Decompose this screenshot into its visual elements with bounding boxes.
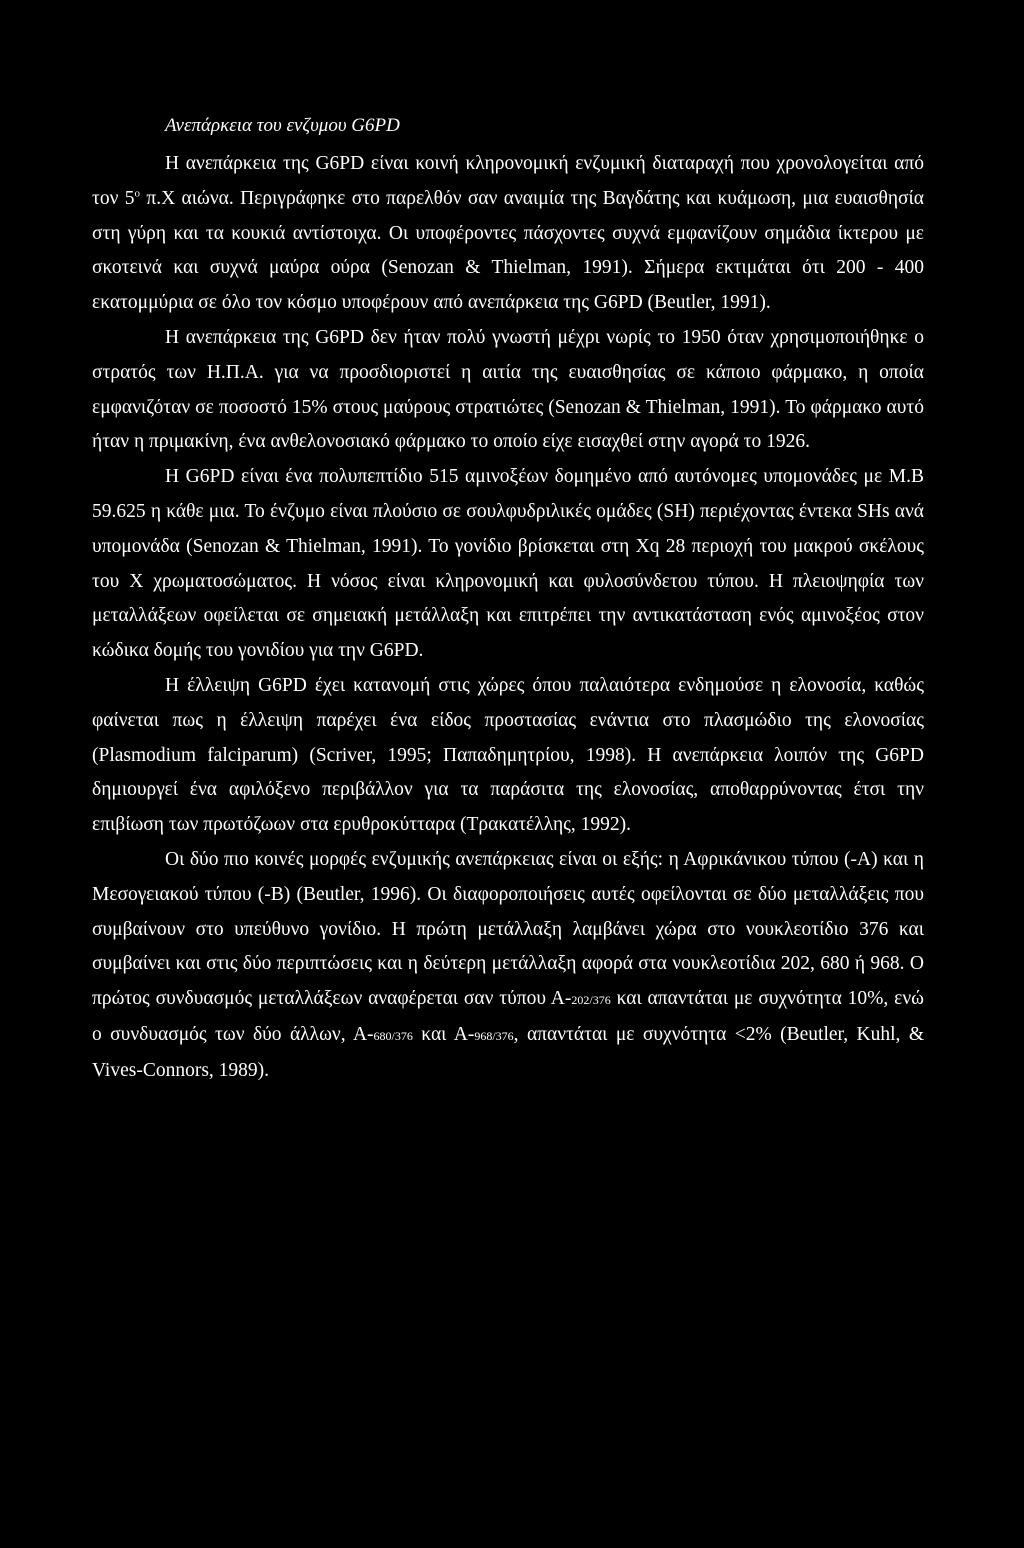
paragraph-5-text-b: και απαντάται με συχνότητα 10%, ενώ ο συνδυασμός των δύο άλλων, Α- <box>92 988 924 1045</box>
paragraph-1-text-b: π.Χ αιώνα. Περιγράφηκε στο παρελθόν σαν αναιμία της Βαγδάτης και κυάμωση, μια ευαισθησία στη γύρη και τα κουκιά αντίστοιχα. Οι υποφέροντες πάσχοντες συχνά εμφανίζουν σημάδια ίκτερου με σκοτεινά και συχνά μαύρα ούρα (Senozan & Thielman, 1991). Σήμερα εκτιμάται ότι 200 - 400 εκατομμύρια σε όλο τον κόσμο υποφέρουν από ανεπάρκεια της G6PD (Beutler, 1991). <box>92 187 924 314</box>
paragraph-5-text-c: και Α- <box>412 1023 475 1045</box>
paragraph-3: Η G6PD είναι ένα πολυπεπτίδιο 515 αμινοξέων δομημένο από αυτόνομες υπομονάδες με Μ.Β 59.625 η κάθε μια. Το ένζυμο είναι πλούσιο σε σουλφυδριλικές ομάδες (SH) περιέχοντας έντεκα SHs ανά υπομονάδα (Senozan & Thielman, 1991). Το γονίδιο βρίσκεται στη Xq 28 περιοχή του μακρού σκέλους του Χ χρωματοσώματος. Η νόσος είναι κληρονομική και φυλοσύνδετου τύπου. Η πλειοψηφία των μεταλλάξεων οφείλεται σε σημειακή μετάλλαξη και επιτρέπει την αντικατάσταση ενός αμινοξέος στον κώδικα δομής του γονιδίου για την G6PD. <box>92 466 924 662</box>
paragraph-4: Η έλλειψη G6PD έχει κατανομή στις χώρες όπου παλαιότερα ενδημούσε η ελονοσία, καθώς φαίνεται πως η έλλειψη παρέχει ένα είδος προστασίας ενάντια στο πλασμώδιο της ελονοσίας (Plasmodium falciparum) (Scriver, 1995; Παπαδημητρίου, 1998). Η ανεπάρκεια λοιπόν της G6PD δημιουργεί ένα αφιλόξενο περιβάλλον για τα παράσιτα της ελονοσίας, αποθαρρύνοντας έτσι την επιβίωση των πρωτόζωων στα ερυθροκύτταρα (Τρακατέλλης, 1992). <box>92 674 924 836</box>
paragraph-5-text-d: , απαντάται με συχνότητα <2% (Beutler, Kuhl, & Vives-Connors, 1989). <box>92 1023 925 1081</box>
paragraph-5 <box>92 843 924 1089</box>
paragraph-5-text-a: Οι δύο πιο κοινές μορφές ενζυμικής ανεπάρκειας είναι οι εξής: η Αφρικάνικου τύπου (-Α) και η Μεσογειακού τύπου (-Β) (Beutler, 1996). Οι διαφοροποιήσεις αυτές οφείλονται σε δύο μεταλλάξεις που συμβαίνουν στο υπεύθυνο γονίδιο. Η πρώτη μετάλλαξη λαμβάνει χώρα στο νουκλεοτίδιο 376 και συμβαίνει και στις δύο περιπτώσεις και η δεύτερη μετάλλαξη αφορά στα νουκλεοτίδια 202, 680 ή 968. Ο πρώτος συνδυασμός μεταλλάξεων αναφέρεται σαν τύπου Α- <box>92 848 924 1010</box>
document-page <box>92 109 924 1089</box>
paragraph-1-text-a: Η ανεπάρκεια της G6PD είναι κοινή κληρονομική ενζυμική διαταραχή που χρονολογείται από τον 5 <box>92 153 924 209</box>
subscript-968-376: 968/376 <box>474 1028 514 1043</box>
paragraph-2: Η ανεπάρκεια της G6PD δεν ήταν πολύ γνωστή μέχρι νωρίς το 1950 όταν χρησιμοποιήθηκε ο στρατός των Η.Π.Α. για να προσδιοριστεί η αιτία της ευαισθησίας σε κάποιο φάρμακο, η οποία εμφανιζόταν σε ποσοστό 15% στους μαύρους στρατιώτες (Senozan & Thielman, 1991). Το φάρμακο αυτό ήταν η πριμακίνη, ένα ανθελονοσιακό φάρμακο το οποίο είχε εισαχθεί στην αγορά το 1926. <box>92 326 924 453</box>
subscript-202-376: 202/376 <box>571 993 611 1008</box>
section-heading: Ανεπάρκεια του ενζυμου G6PD <box>165 115 400 136</box>
superscript-o: ο <box>134 187 141 200</box>
paragraph-1 <box>92 147 924 321</box>
subscript-680-376: 680/376 <box>373 1028 413 1043</box>
